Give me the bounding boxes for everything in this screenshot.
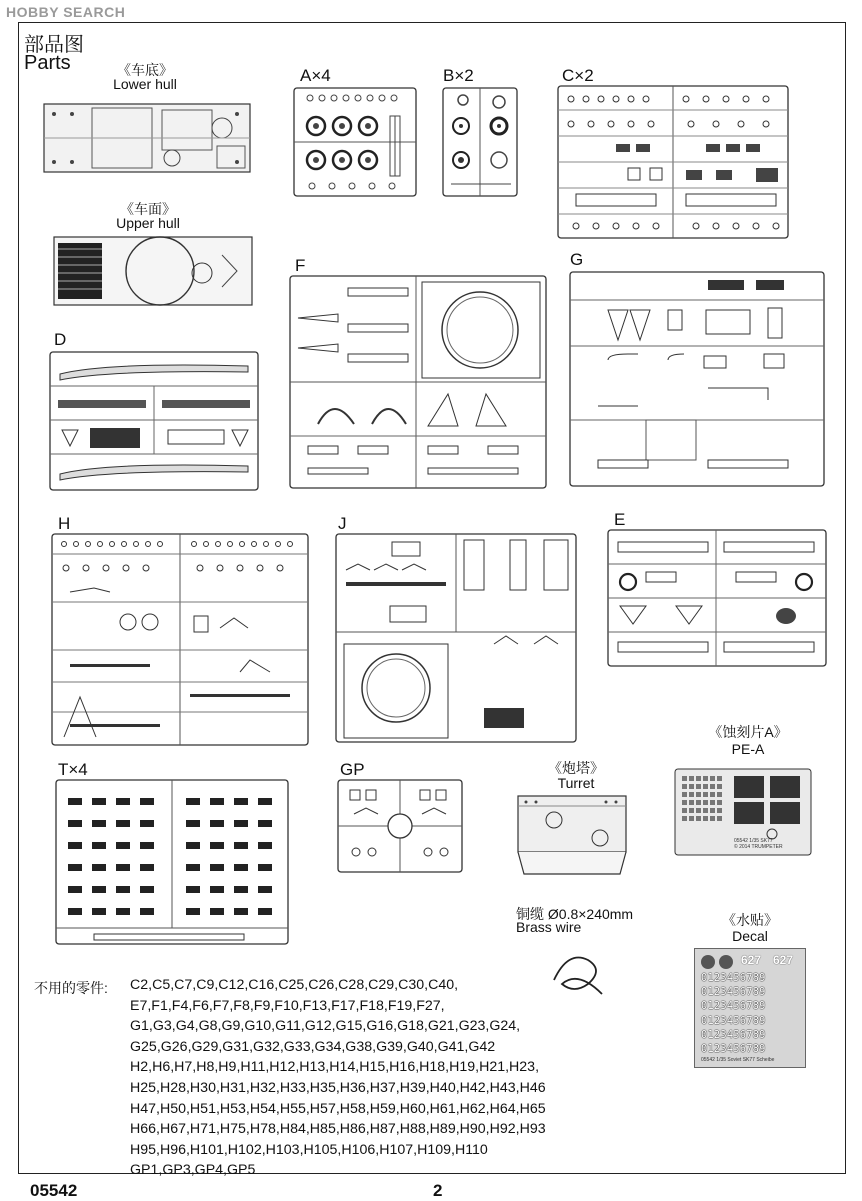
decal-number-row: 0123456789 <box>701 972 766 984</box>
parts-title-cn: 部品图 <box>24 34 84 56</box>
decal-number-row: 0123456789 <box>701 986 766 999</box>
pe-sheet <box>674 768 812 856</box>
pe-caption-en: PE-A <box>731 741 765 757</box>
lower-hull-caption-en: Lower hull <box>113 76 177 92</box>
sprue-j <box>334 532 578 744</box>
sprue-d <box>48 350 260 492</box>
sprue-label-g: G <box>570 250 584 269</box>
sprue-e <box>606 528 828 668</box>
watermark: HOBBY SEARCH <box>6 4 126 20</box>
decal-mark-2: 627 <box>773 953 794 967</box>
sprue-label-j: J <box>338 514 347 533</box>
sprue-g <box>568 270 826 488</box>
unused-parts-line: GP1,GP3,GP4,GP5 <box>130 1162 256 1179</box>
sprue-t <box>54 778 290 946</box>
sprue-b <box>441 86 519 198</box>
decal-number-row: 0123456789 <box>701 1000 766 1013</box>
unused-parts-line: G25,G26,G29,G31,G32,G33,G34,G38,G39,G40,G41,G42 <box>130 1038 496 1055</box>
upper-hull-caption-en: Upper hull <box>116 215 180 231</box>
upper-hull-drawing <box>52 235 254 307</box>
decal-emblem-icon <box>719 955 733 969</box>
pe-caption-cn: 《蚀刻片A》 <box>708 724 788 740</box>
decal-caption-en: Decal <box>732 928 768 944</box>
sprue-label-t: T×4 <box>58 760 88 779</box>
decal-sheet-footer: 05542 1/35 Soviet SK77 Scheibe <box>701 1057 775 1063</box>
sprue-h <box>50 532 310 747</box>
turret-drawing <box>516 794 628 876</box>
unused-parts-line: C2,C5,C7,C9,C12,C16,C25,C26,C28,C29,C30,C40, <box>130 977 459 993</box>
lower-hull-drawing <box>42 98 252 178</box>
pe-sheet-code: 05542 1/35 SK77 <box>734 838 773 844</box>
sprue-label-f: F <box>295 256 306 275</box>
sprue-label-h: H <box>58 514 71 533</box>
brass-wire-caption-en: Brass wire <box>516 919 582 935</box>
turret-caption-cn: 《炮塔》 <box>548 760 604 776</box>
unused-parts-list <box>130 975 546 1181</box>
product-code: 05542 <box>30 1181 78 1200</box>
decal-caption-cn: 《水贴》 <box>722 912 778 928</box>
sprue-f <box>288 274 548 490</box>
sprue-label-b: B×2 <box>443 66 474 85</box>
sprue-label-d: D <box>54 330 67 349</box>
sprue-label-e: E <box>614 510 626 529</box>
parts-title-en: Parts <box>24 52 71 74</box>
sprue-a <box>292 86 418 198</box>
sprue-label-gp: GP <box>340 760 365 779</box>
unused-parts-label: 不用的零件: <box>34 980 108 996</box>
decal-number-row: 0123456789 <box>701 1043 766 1056</box>
unused-parts-line: H66,H67,H71,H75,H78,H84,H85,H86,H87,H88,H89,H90,H92,H93 <box>130 1121 546 1138</box>
decal-number-row: 0123456789 <box>701 1014 766 1027</box>
pe-sheet-copyright: © 2014 TRUMPETER <box>734 844 783 850</box>
lower-hull-caption-cn: 《车底》 <box>117 62 173 78</box>
upper-hull-caption-cn: 《车面》 <box>120 201 176 217</box>
decal-sheet <box>694 948 806 1068</box>
decal-emblem-icon <box>701 955 715 969</box>
unused-parts-line: H25,H28,H30,H31,H32,H33,H35,H36,H37,H39,H40,H42,H43,H46 <box>130 1079 546 1096</box>
sprue-gp <box>336 778 464 874</box>
unused-parts-line: H95,H96,H101,H102,H103,H105,H106,H107,H109,H110 <box>130 1141 488 1158</box>
sprue-c <box>556 84 790 240</box>
sprue-label-c: C×2 <box>562 66 594 85</box>
page-number: 2 <box>433 1181 443 1200</box>
unused-parts-line: H47,H50,H51,H53,H54,H55,H57,H58,H59,H60,H61,H62,H64,H65 <box>130 1100 546 1117</box>
brass-wire-drawing <box>548 940 610 1000</box>
decal-number-row: 0123456789 <box>701 1028 766 1041</box>
unused-parts-line: E7,F1,F4,F6,F7,F8,F9,F10,F13,F17,F18,F19,F27, <box>130 997 445 1014</box>
sprue-label-a: A×4 <box>300 66 331 85</box>
unused-parts-line: G1,G3,G4,G8,G9,G10,G11,G12,G15,G16,G18,G21,G23,G24, <box>130 1018 521 1035</box>
unused-parts-line: H2,H6,H7,H8,H9,H11,H12,H13,H14,H15,H16,H18,H19,H21,H23, <box>130 1059 540 1076</box>
brass-wire-caption-cn: 铜缆 Ø0.8×240mm <box>516 906 634 922</box>
decal-mark-1: 627 <box>741 953 762 967</box>
turret-caption-en: Turret <box>557 775 595 791</box>
